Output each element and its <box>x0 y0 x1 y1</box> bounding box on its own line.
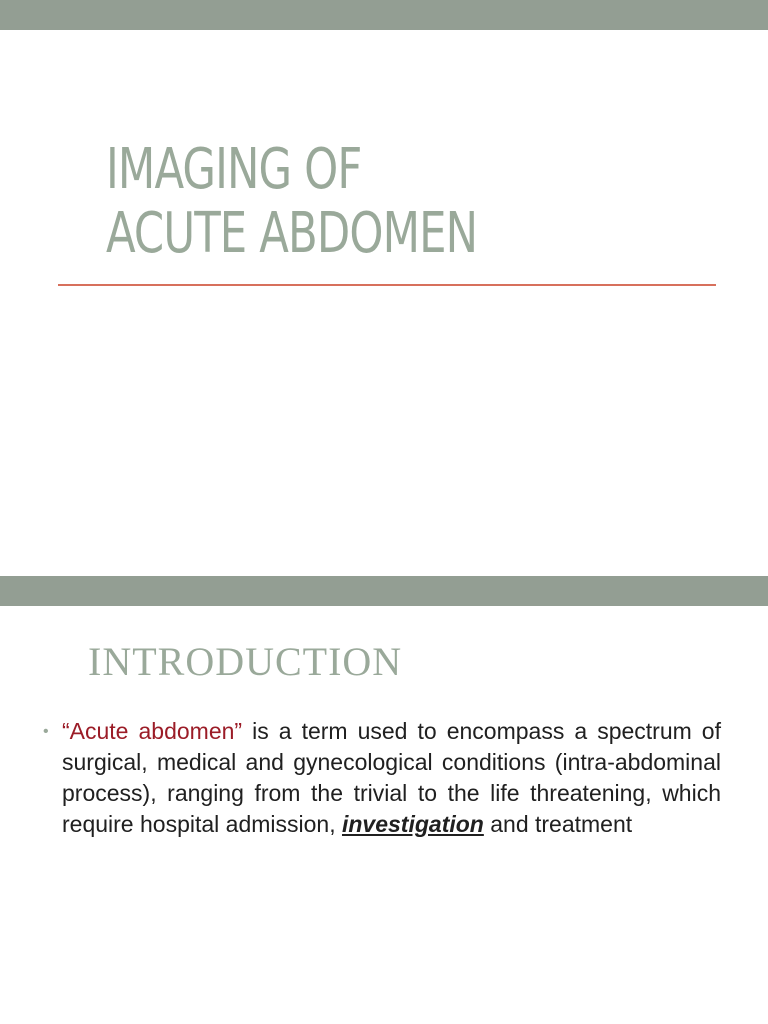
bullet-marker: • <box>43 723 49 740</box>
title-underline-rule <box>58 284 716 286</box>
slide-header-band <box>0 576 768 606</box>
emphasized-word: investigation <box>341 811 484 837</box>
quoted-term: “Acute abdomen” <box>62 718 243 744</box>
slide-header-band <box>0 0 768 30</box>
bullet-text-part-2: and treatment <box>483 811 633 837</box>
bullet-text-part-1: is a term used to encompass a spectrum of surgical, medical and gynecological conditions (intra-abdominal process), ranging from the trivial to the life threatening, which require hospital admission, <box>62 718 721 837</box>
slide-title-line-2: ACUTE ABDOMEN <box>106 201 478 266</box>
bullet-list <box>40 716 721 840</box>
introduction-slide <box>0 576 768 1024</box>
slide-title <box>106 138 477 266</box>
bullet-item <box>40 716 721 840</box>
slide-title-line-1: IMAGING OF <box>106 137 362 202</box>
section-heading: INTRODUCTION <box>88 639 403 684</box>
